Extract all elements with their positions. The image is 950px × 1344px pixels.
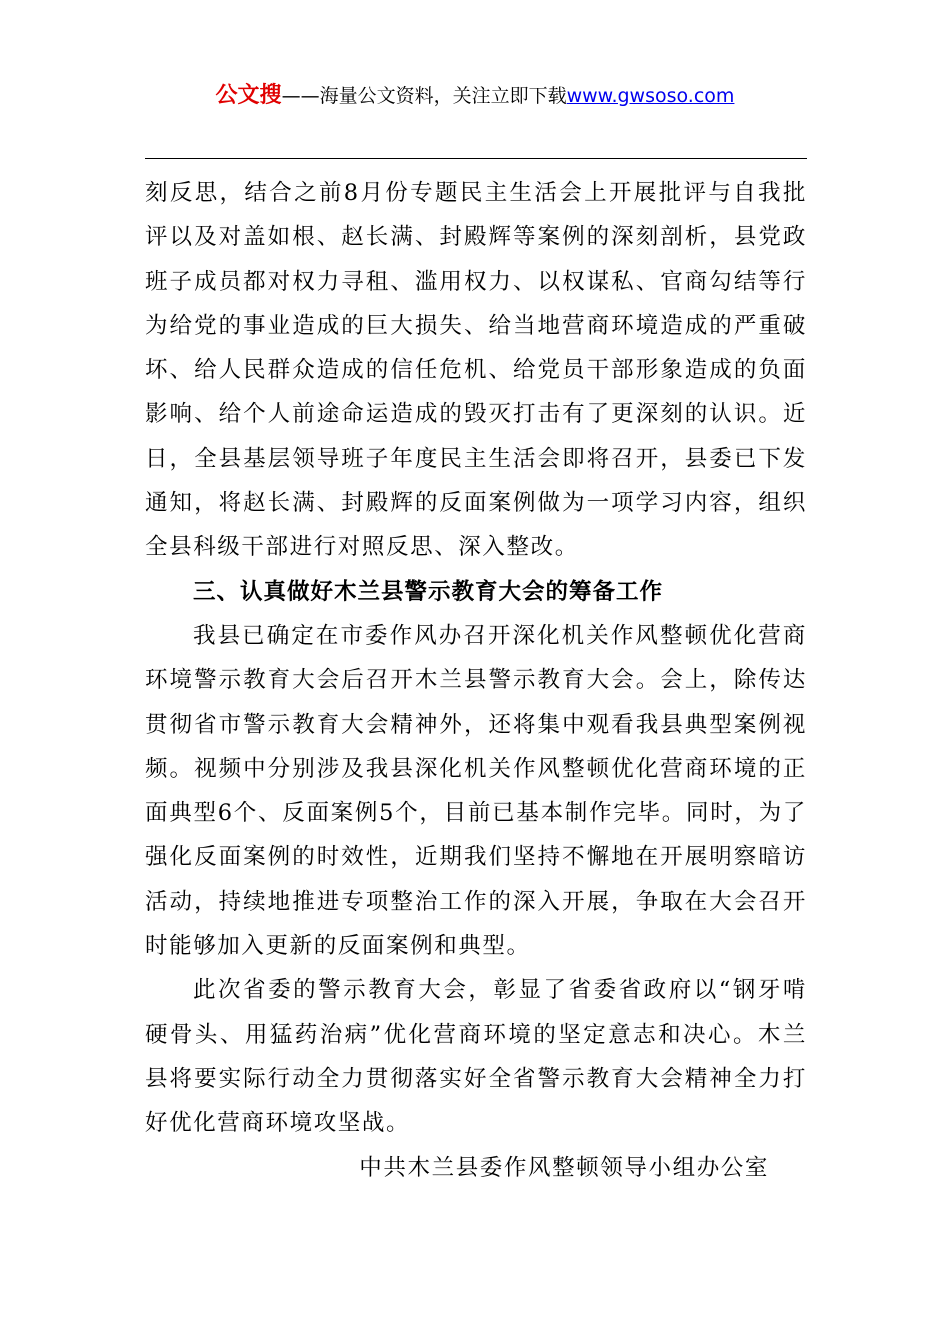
- paragraph-preparation: 我县已确定在市委作风办召开深化机关作风整顿优化营商环境警示教育大会后召开木兰县警示教育大会。会上，除传达贯彻省市警示教育大会精神外，还将集中观看我县典型案例视频。视频中分别涉及我县深化机关作风整顿优化营商环境的正面典型6个、反面案例5个，目前已基本制作完毕。同时，为了强化反面案例的时效性，近期我们坚持不懈地在开展明察暗访活动，持续地推进专项整治工作的深入开展，争取在大会召开时能够加入更新的反面案例和典型。: [145, 622, 807, 960]
- paragraph-continuation: 刻反思，结合之前8月份专题民主生活会上开展批评与自我批评以及对盖如根、赵长满、封殿辉等案例的深刻剖析，县党政班子成员都对权力寻租、滥用权力、以权谋私、官商勾结等行为给党的事业造成的巨大损失、给当地营商环境造成的严重破坏、给人民群众造成的信任危机、给党员干部形象造成的负面影响、给个人前途命运造成的毁灭打击有了更深刻的认识。近日，全县基层领导班子年度民主生活会即将召开，县委已下发通知，将赵长满、封殿辉的反面案例做为一项学习内容，组织全县科级干部进行对照反思、深入整改。: [145, 180, 807, 561]
- site-link[interactable]: www.gwsoso.com: [566, 85, 735, 107]
- signature-organization: 中共木兰县委作风整顿领导小组办公室: [359, 1154, 769, 1181]
- brand-name: 公文搜: [215, 83, 282, 108]
- header-tagline: ——海量公文资料，关注立即下载: [281, 85, 567, 107]
- document-body: [145, 171, 807, 1190]
- paragraph-conclusion: 此次省委的警示教育大会，彰显了省委省政府以“钢牙啃硬骨头、用猛药治病”优化营商环境的坚定意志和决心。木兰县将要实际行动全力贯彻落实好全省警示教育大会精神全力打好优化营商环境攻坚战。: [145, 977, 807, 1137]
- header-divider: [145, 158, 807, 159]
- page-header: [0, 82, 950, 110]
- section-heading-3: 三、认真做好木兰县警示教育大会的筹备工作: [193, 578, 664, 605]
